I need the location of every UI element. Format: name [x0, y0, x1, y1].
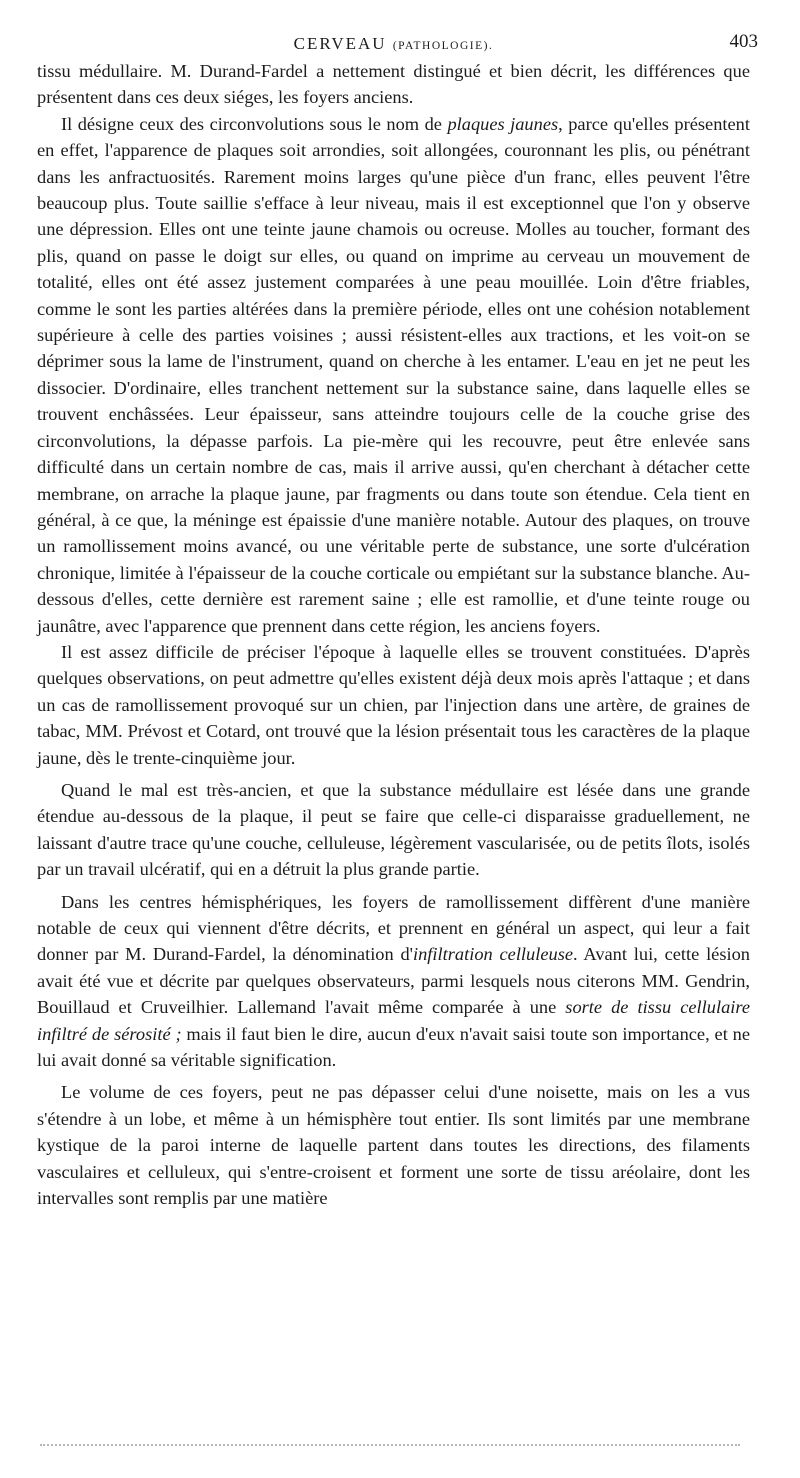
italic-run: sorte de tissu cellulaire infiltré de sérosité ; — [37, 997, 751, 1044]
paragraph — [37, 639, 750, 771]
text-run: Quand le mal est très-ancien, et que la substance médullaire est lésée dans une grande étendue au-dessous de la plaque, il peut se faire que celle-ci disparaisse graduellement, ne laissant d'autre trace qu'une couche, celluleuse, légèrement vascularisée, ou de petits îlots, isolés par un travail ulcératif, qui en a détruit la plus grande partie. — [37, 779, 750, 880]
page-number: 403 — [729, 31, 758, 52]
text-run: Il est assez difficile de préciser l'époque à laquelle elles se trouvent constituées. D'après quelques observations, on peut admettre qu'elles existent déjà deux mois après l'attaque ; et dans un cas de ramollissement provoqué sur un chien, par l'injection dans une artère, de graines de tabac, MM. Prévost et Cotard, ont trouvé que la lésion présentait tous les caractères de la plaque jaune, dès le trente-cinquième jour. — [37, 641, 750, 768]
paragraph — [37, 1079, 750, 1211]
footer-rule — [40, 1438, 740, 1446]
text-run: , parce qu'elles présentent en effet, l'apparence de plaques soit arrondies, soit allongées, couronnant les plis, ou pénétrant dans les anfractuosités. Rarement moins larges qu'une pièce d'un franc, elles peuvent l'être beaucoup plus. Toute saillie s'efface à leur niveau, mais il est exceptionnel que l'on y observe une dépression. Elles ont une teinte jaune chamois ou ocreuse. Molles au toucher, formant des plis, quand on passe le doigt sur elles, ou quand on imprime au cerveau un mouvement de totalité, elles ont été assez justement comparées à une peau mouillée. Loin d'être friables, comme le sont les parties altérées dans la première période, elles ont une cohésion notablement supérieure à celle des parties voisines ; aussi résistent-elles aux tractions, et les voit-on se déprimer sous la lame de l'instrument, quand on cherche à les entamer. L'eau en jet ne peut les dissocier. D'ordinaire, elles tranchent nettement sur la substance saine, dans laquelle elles se trouvent enchâssées. Leur épaisseur, sans atteindre toujours celle de la couche grise des circonvolutions, la dépasse parfois. La pie-mère qui les recouvre, peut être enlevée sans difficulté dans un certain nombre de cas, mais il arrive aussi, qu'en cherchant à détacher cette membrane, on arrache la plaque jaune, par fragments ou dans toute son étendue. Cela tient en général, à ce que, la méninge est épaissie d'une manière notable. Autour des plaques, on trouve un ramollissement moins avancé, ou une véritable perte de substance, une sorte d'ulcération chronique, limitée à l'épaisseur de la couche corticale ou empiétant sur la substance blanche. Au-dessous d'elles, cette dernière est rarement saine ; elle est ramollie, et d'une teinte rouge ou jaunâtre, avec l'apparence que prennent dans cette région, les anciens foyers. — [37, 113, 750, 636]
header-title: CERVEAU — [293, 34, 387, 53]
italic-run: plaques jaunes — [447, 113, 559, 134]
paragraph — [37, 889, 750, 1074]
running-header — [37, 28, 758, 58]
text-run: . Avant lui, cette lésion avait été vue et décrite par quelques observateurs, parmi lesquels nous citerons MM. Gendrin, Bouillaud et Cruveilhier. Lallemand l'avait même comparée à une — [37, 944, 750, 1018]
text-run: tissu médullaire. M. Durand-Fardel a nettement distingué et bien décrit, les différences que présentent dans ces deux siéges, les foyers anciens. — [37, 61, 750, 108]
text-run: Il désigne ceux des circonvolutions sous le nom de — [61, 113, 448, 134]
body-text — [37, 58, 750, 1211]
paragraph — [37, 111, 750, 639]
text-run: Le volume de ces foyers, peut ne pas dépasser celui d'une noisette, mais on les a vus s'étendre à un lobe, et même à un hémisphère tout entier. Ils sont limités par une membrane kystique de la paroi interne de laquelle partent dans toutes les directions, des filaments vasculaires et celluleux, qui s'entre-croisent et forment une sorte de tissu aréolaire, dont les intervalles sont remplis par une matière — [37, 1082, 750, 1209]
paragraph — [37, 777, 750, 883]
text-run: mais il faut bien le dire, aucun d'eux n'avait saisi toute son importance, et ne lui avait donné sa véritable signification. — [37, 1023, 750, 1071]
text-run: Dans les centres hémisphériques, les foyers de ramollissement diffèrent d'une manière notable de ceux qui viennent d'être décrits, et prennent en général un aspect, qui leur a fait donner par M. Durand-Fardel, la dénomination d' — [37, 891, 750, 965]
italic-run: infiltration celluleuse — [413, 944, 574, 965]
running-title — [37, 34, 750, 54]
paragraph — [37, 58, 750, 111]
header-subtitle: (PATHOLOGIE). — [392, 40, 494, 52]
